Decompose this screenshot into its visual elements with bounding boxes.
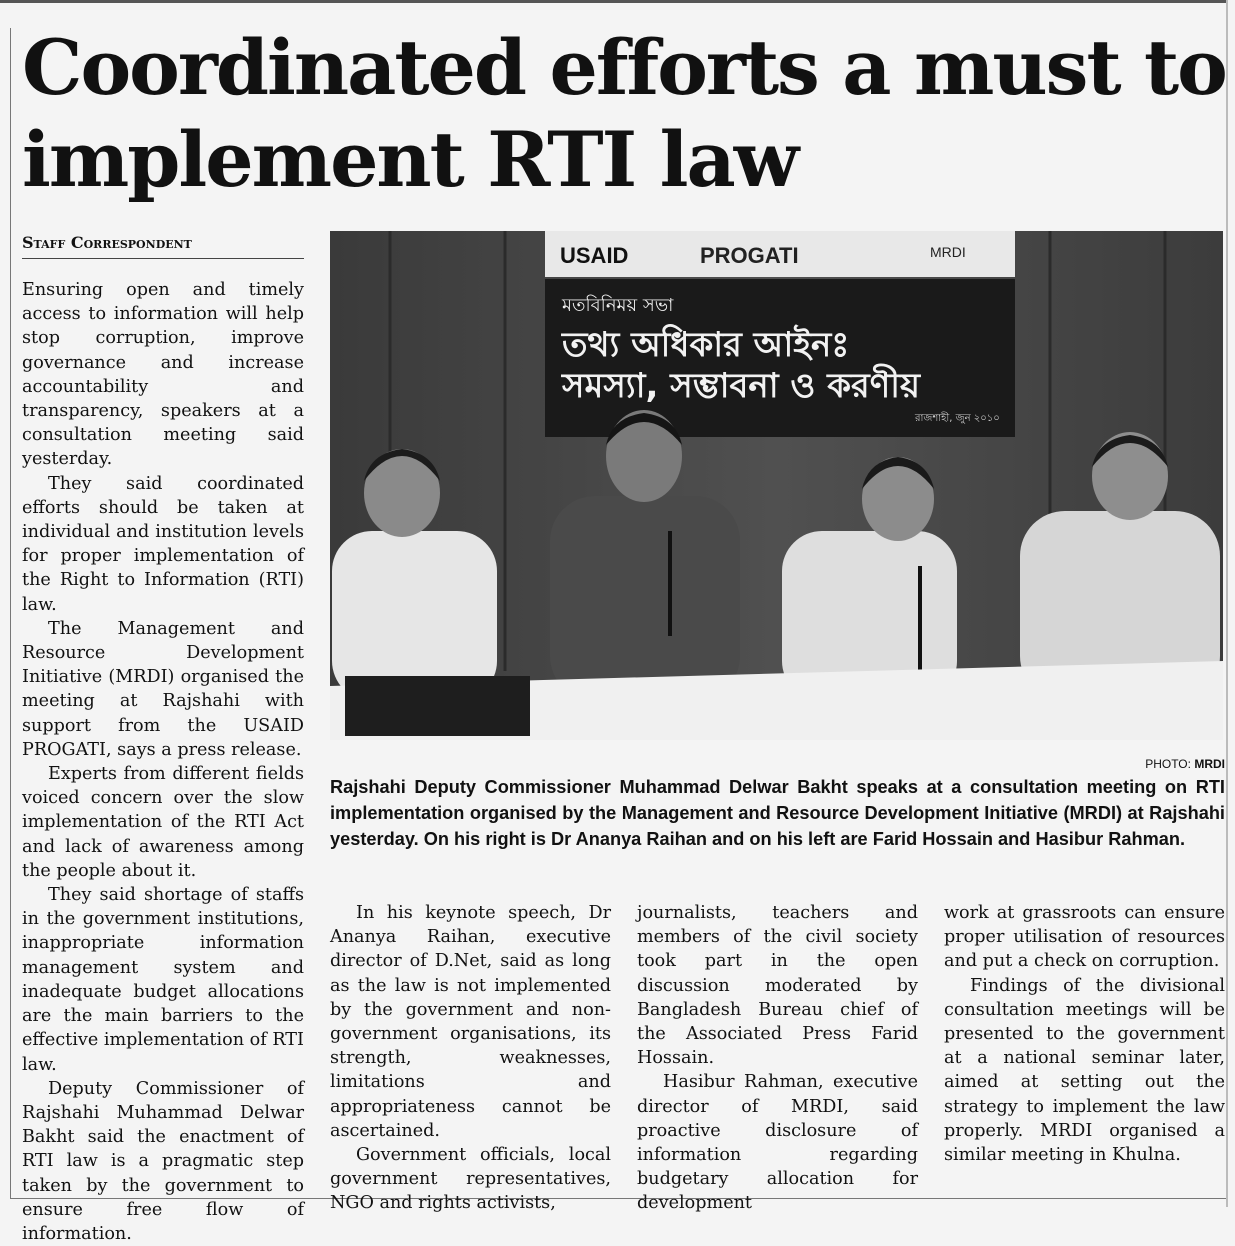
left-column-rule <box>10 28 11 1198</box>
banner-line-2: তথ্য অধিকার আইনঃ <box>562 325 850 365</box>
article-column-3 <box>637 901 918 1216</box>
photo-illustration <box>330 231 1223 740</box>
paragraph: work at grassroots can ensure proper utilisation of resources and put a check on corruption. <box>944 903 1225 972</box>
paragraph: Ensuring open and timely access to information will help stop corruption, improve governance and increase accountability and transparency, speakers at a consultation meeting said yesterday. <box>22 280 304 470</box>
progati-logo: PROGATI <box>700 243 799 268</box>
paragraph: They said shortage of staffs in the government institutions, inappropriate information management system and inadequate budget allocations are the main barriers to the effective implementation of RTI law. <box>22 885 304 1075</box>
paragraph: Deputy Commissioner of Rajshahi Muhammad Delwar Bakht said the enactment of RTI law is a pragmatic step taken by the government to ensure free flow of information. <box>22 1078 304 1244</box>
paragraph: They said coordinated efforts should be taken at individual and institution levels for proper implementation of the Right to Information (RTI) law. <box>22 473 304 615</box>
article-column-2 <box>330 901 611 1216</box>
paragraph: In his keynote speech, Dr Ananya Raihan, executive director of D.Net, said as long as the law is not implemented by the government and non-government organisations, its strength, weaknesses, limitations and appropriateness cannot be ascertained. <box>330 903 611 1141</box>
paragraph: Government officials, local government representatives, NGO and rights activists, <box>330 1145 611 1214</box>
mrdi-logo: MRDI <box>930 244 966 260</box>
byline: Staff Correspondent <box>22 233 304 259</box>
paragraph: Hasibur Rahman, executive director of MRDI, said proactive disclosure of information regarding budgetary allocation for development <box>637 1072 918 1214</box>
laptop <box>345 676 530 736</box>
photo-credit <box>1000 757 1225 771</box>
photo-credit-source: MRDI <box>1194 757 1225 771</box>
paragraph: journalists, teachers and members of the civil society took part in the open discussion moderated by Bangladesh Bureau chief of the Associated Press Farid Hossain. <box>637 903 918 1069</box>
usaid-logo: USAID <box>560 243 629 268</box>
paragraph: Findings of the divisional consultation meetings will be presented to the government at a national seminar later, aimed at setting out the strategy to implement the law properly. MRDI organised a similar meeting in Khulna. <box>944 975 1225 1166</box>
photo-caption: Rajshahi Deputy Commissioner Muhammad Delwar Bakht speaks at a consultation meeting on RTI implementation organised by the Management and Resource Development Initiative (MRDI) at Rajshahi yesterday. On his right is Dr Ananya Raihan and on his left are Farid Hossain and Hasibur Rahman. <box>330 777 1225 849</box>
top-rule <box>0 0 1228 3</box>
news-photo <box>330 231 1223 740</box>
banner-line-1: মতবিনিময় সভা <box>562 295 674 316</box>
article-column-4 <box>944 901 1225 1167</box>
headline: Coordinated efforts a must to implement RTI law <box>22 23 1226 204</box>
photo-credit-label: PHOTO: <box>1145 757 1191 771</box>
article-column-1 <box>22 278 304 1246</box>
paragraph: The Management and Resource Development Initiative (MRDI) organised the meeting at Rajshahi with support from the USAID PROGATI, says a press release. <box>22 618 304 760</box>
paragraph: Experts from different fields voiced concern over the slow implementation of the RTI Act and lack of awareness among the people about it. <box>22 764 304 881</box>
banner-line-3: সমস্যা, সম্ভাবনা ও করণীয় <box>562 366 921 406</box>
banner-line-4: রাজশাহী, জুন ২০১০ <box>915 413 1000 424</box>
